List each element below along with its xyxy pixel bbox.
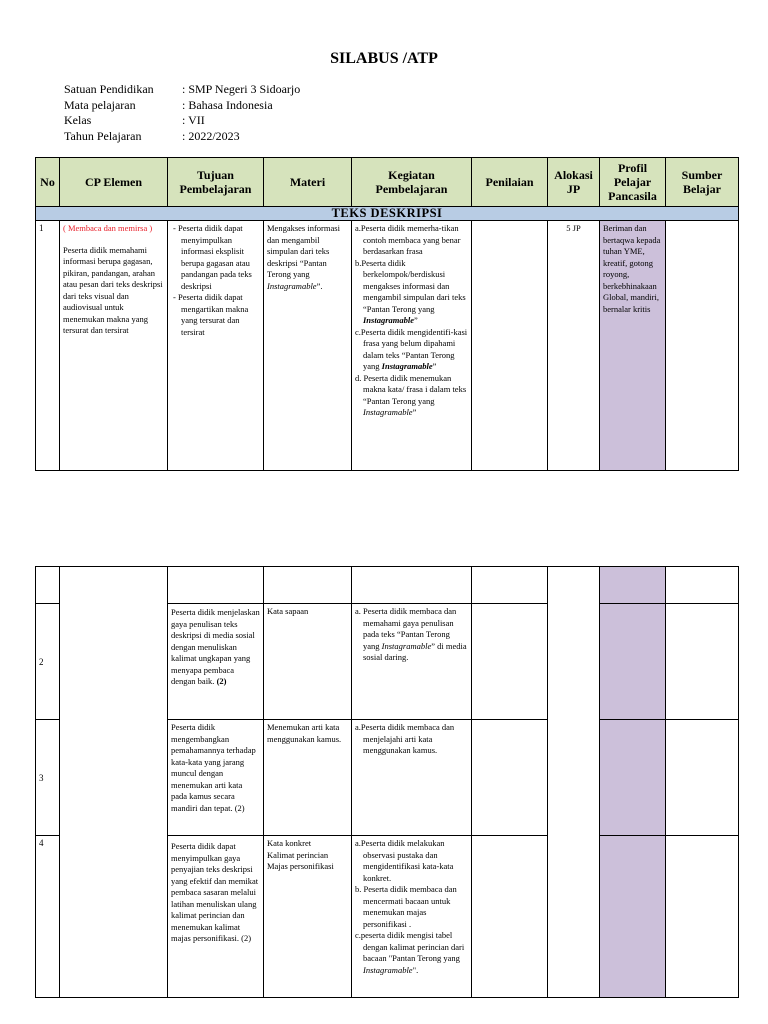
info-label: Kelas [64, 113, 92, 127]
header-materi: Materi [264, 158, 352, 207]
header-penilaian: Penilaian [472, 158, 548, 207]
header-tujuan: Tujuan Pembelajaran [168, 158, 264, 207]
list-item: - Peserta didik dapat mengartikan makna yang tersurat dan tersirat [173, 292, 249, 337]
section-row [36, 207, 739, 221]
alokasi-cell: 5 JP [548, 221, 600, 471]
header-sumber: Sumber Belajar [666, 158, 739, 207]
list-item: c.Peserta didik mengidentifi-kasi frasa yang belum dipahami dalam teks “Pantan Terong yang Instagramable” [355, 326, 468, 371]
info-row-subject [64, 98, 300, 114]
page-title: SILABUS /ATP [330, 50, 438, 67]
list-item: Kalimat perincian [267, 849, 329, 860]
list-item: a.Peserta didik membaca dan menjelajahi arti kata menggunakan kamus. [355, 722, 455, 755]
tujuan-cell: Peserta didik mengembangkan pemahamannya terhadap kata-kata yang jarang muncul dengan menemukan arti kata pada kamus secara mandiri dan tepat. (2) [168, 720, 264, 836]
sumber-cell [666, 221, 739, 471]
penilaian-cell [472, 836, 548, 998]
list-item: Kata konkret [267, 838, 312, 848]
header-alokasi: Alokasi JP [548, 158, 600, 207]
profil-cell [600, 567, 666, 604]
info-row-class [64, 113, 300, 129]
profil-cell: Beriman dan bertaqwa kepada tuhan YME, kreatif, gotong royong, berkebhinakaan Global, mandiri, bernalar kritis [600, 221, 666, 471]
header-cp: CP Elemen [60, 158, 168, 207]
penilaian-cell [472, 604, 548, 720]
sumber-cell [666, 604, 739, 720]
materi-cell [264, 836, 352, 998]
empty-cell [352, 567, 472, 604]
penilaian-cell [472, 221, 548, 471]
kegiatan-cell [352, 720, 472, 836]
empty-cell [36, 567, 60, 604]
cp-element-cell [60, 221, 168, 471]
section-title: TEKS DESKRIPSI [36, 207, 739, 221]
materi-cell: Menemukan arti kata menggunakan kamus. [264, 720, 352, 836]
info-row-year [64, 129, 300, 145]
list-item: a. Peserta didik membaca dan memahami gaya penulisan pada teks “Pantan Terong yang Instagramable” di media sosial daring. [355, 606, 467, 662]
cp-element-text: Peserta didik memahami informasi berupa gagasan, pikiran, pandangan, arahan atau pesan dari teks deskripsi dari teks visual dan audiovisual untuk menemukan makna yang tersurat dan tersirat [63, 244, 163, 335]
row-number: 1 [36, 221, 60, 471]
header-row [36, 158, 739, 207]
empty-cell [472, 567, 548, 604]
header-kegiatan: Kegiatan Pembelajaran [352, 158, 472, 207]
list-item: a.Peserta didik melakukan observasi pustaka dan mengidentifikasi kata-kata konkret. [355, 838, 454, 883]
list-item: - Peserta didik dapat menyimpulkan informasi eksplisit berupa gagasan atau pandangan pada teks deskripsi [173, 223, 252, 291]
list-item: d. Peserta didik menemukan makna kata/ frasa i dalam teks “Pantan Terong yang Instagramable” [355, 372, 467, 417]
alokasi-cell [548, 567, 600, 998]
kegiatan-cell [352, 221, 472, 471]
info-value: : 2022/2023 [182, 128, 240, 143]
penilaian-cell [472, 720, 548, 836]
materi-cell: Mengakses informasi dan mengambil simpulan dari teks deskripsi “Pantan Terong yang Instagramable”. [264, 221, 352, 471]
row-number: 4 [36, 836, 60, 998]
list-item: b. Peserta didik membaca dan mencermati bacaan untuk menemukan majas personifikasi . [355, 884, 457, 929]
sumber-cell [666, 836, 739, 998]
info-row-school [64, 82, 300, 98]
syllabus-table-top [35, 157, 739, 471]
list-item: c.peserta didik mengisi tabel dengan kalimat perincian dari bacaan "Pantan Terong yang Instagramable". [355, 930, 465, 975]
info-label: Mata pelajaran [64, 97, 136, 112]
info-value: : VII [182, 113, 205, 127]
profil-cell [600, 836, 666, 998]
profil-cell [600, 604, 666, 720]
list-item: a.Peserta didik memerha-tikan contoh membaca yang benar berdasarkan frasa [355, 223, 461, 256]
info-value: : Bahasa Indonesia [182, 97, 273, 112]
empty-cell [264, 567, 352, 604]
info-label: Satuan Pendidikan [64, 82, 154, 96]
empty-cell [666, 567, 739, 604]
row-number: 3 [36, 720, 60, 836]
kegiatan-cell [352, 604, 472, 720]
header-no: No [36, 158, 60, 207]
info-label: Tahun Pelajaran [64, 128, 142, 143]
sumber-cell [666, 720, 739, 836]
syllabus-table-bottom [35, 566, 739, 998]
row-number: 2 [36, 604, 60, 720]
tujuan-cell: Peserta didik dapat menyimpulkan gaya penyajian teks deskripsi yang efektif dan memikat pembaca sasaran melalui latihan menuliskan ulang kalimat perincian dan menemukan kalimat majas personifikasi. (2) [168, 836, 264, 998]
cp-element-cell [60, 567, 168, 998]
materi-cell: Kata sapaan [264, 604, 352, 720]
header-profil: Profil Pelajar Pancasila [600, 158, 666, 207]
tujuan-cell: Peserta didik menjelaskan gaya penulisan teks deskripsi di media sosial dengan menuliskan kalimat ungkapan yang menyapa pembaca dengan baik. (2) [168, 604, 264, 720]
document-info [64, 82, 300, 144]
list-item: b.Peserta didik berkelompok/berdiskusi mengakses informasi dan mengambil simpulan dari teks “Pantan Terong yang Instagramable” [355, 257, 466, 325]
table-row [36, 567, 739, 604]
kegiatan-cell [352, 836, 472, 998]
profil-cell [600, 720, 666, 836]
list-item: Majas personifikasi [267, 861, 334, 871]
table-row [36, 221, 739, 471]
empty-cell [168, 567, 264, 604]
tujuan-cell [168, 221, 264, 471]
cp-element-label: ( Membaca dan memirsa ) [63, 223, 153, 233]
info-value: : SMP Negeri 3 Sidoarjo [182, 82, 301, 96]
